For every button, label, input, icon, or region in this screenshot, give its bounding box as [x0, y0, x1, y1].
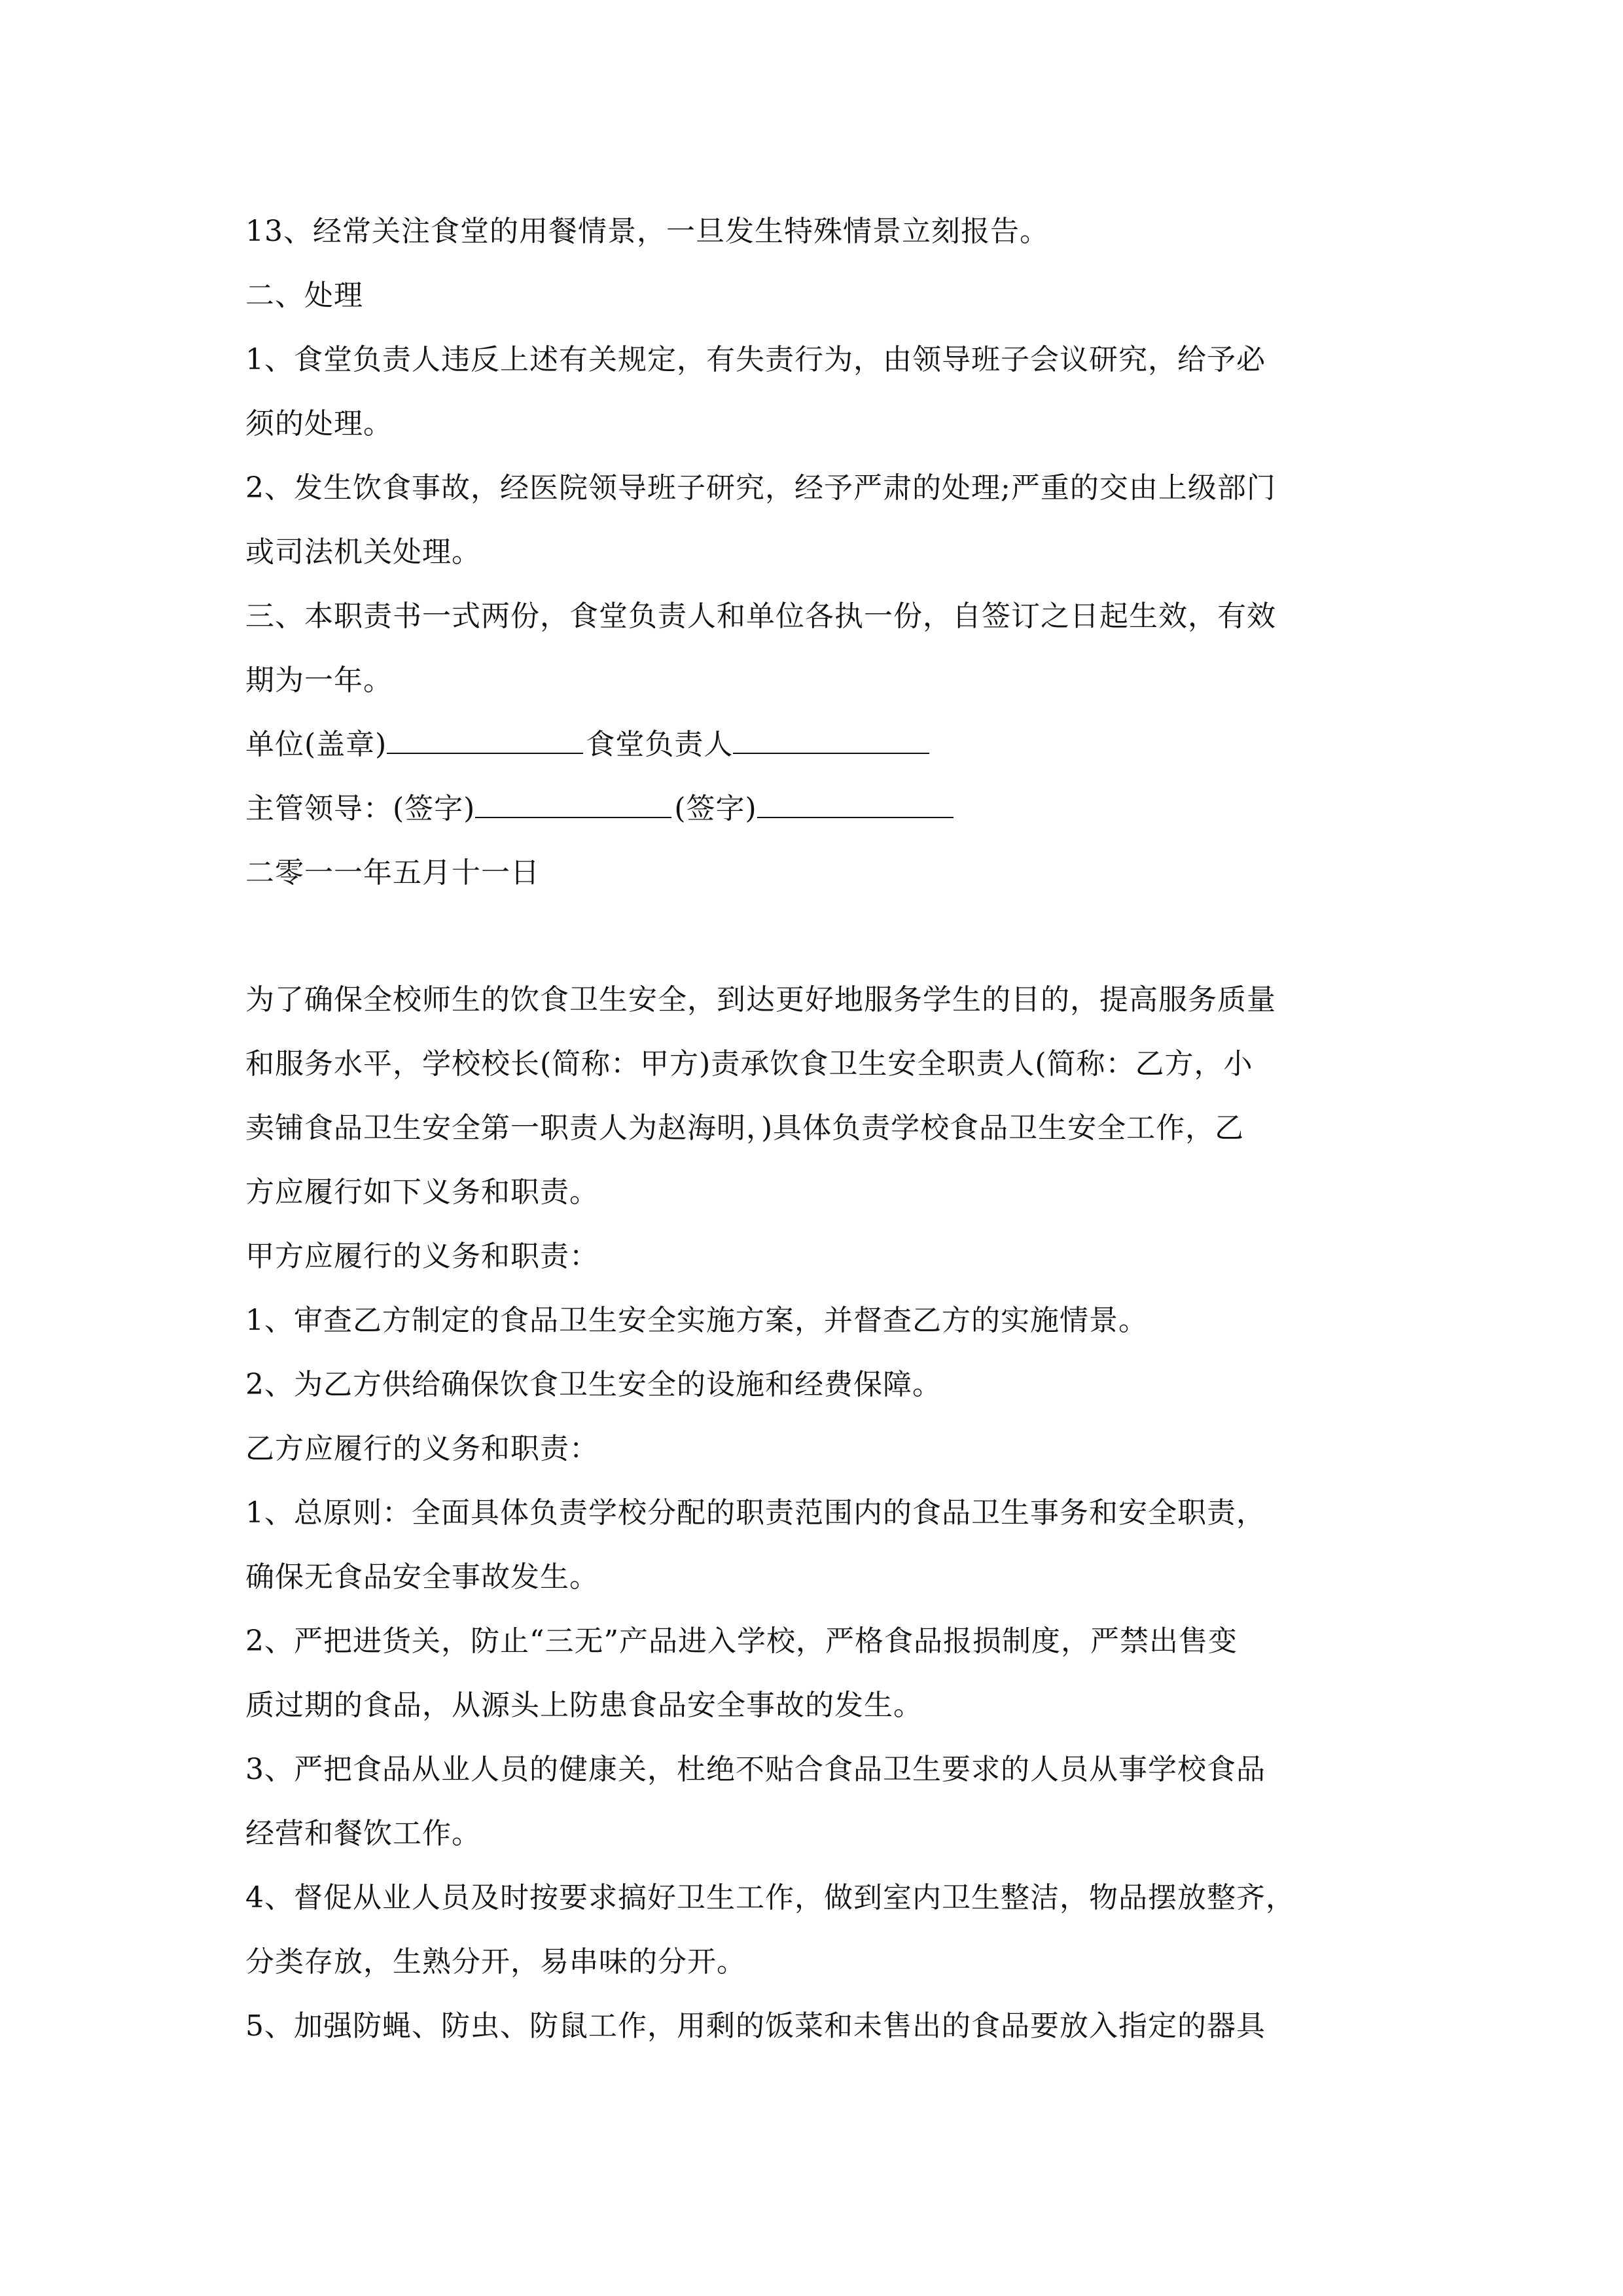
- document-body: [245, 200, 1384, 2058]
- handling-item-1-line-1: 1、食堂负责人违反上述有关规定，有失责行为，由领导班子会议研究，给予必: [245, 343, 1266, 376]
- party-a-item-2: 2、为乙方供给确保饮食卫生安全的设施和经费保障。: [245, 1368, 942, 1401]
- party-b-item-3-line-1: 3、严把食品从业人员的健康关，杜绝不贴合食品卫生要求的人员从事学校食品: [245, 1753, 1266, 1786]
- party-b-item-2-line-1: 2、严把进货关，防止“三无”产品进入学校，严格食品报损制度，严禁出售变: [245, 1624, 1238, 1658]
- party-b-item-5-line-1: 5、加强防蝇、防虫、防鼠工作，用剩的饭菜和未售出的食品要放入指定的器具: [245, 2009, 1266, 2043]
- section-gap: [245, 905, 1384, 968]
- second-sign-label: (签字): [674, 792, 757, 825]
- intro-line-4: 方应履行如下义务和职责。: [245, 1175, 599, 1209]
- signature-row-leader: [245, 777, 1384, 841]
- document-date: 二零一一年五月十一日: [245, 856, 540, 889]
- unit-seal-label: 单位(盖章): [245, 728, 387, 761]
- unit-seal-blank: [387, 717, 583, 754]
- party-a-heading: 甲方应履行的义务和职责：: [245, 1240, 599, 1273]
- party-a-item-1: 1、审查乙方制定的食品卫生安全实施方案，并督查乙方的实施情景。: [245, 1304, 1148, 1337]
- section-three-line-2: 期为一年。: [245, 664, 393, 697]
- canteen-head-blank: [733, 717, 929, 754]
- signature-row-unit: [245, 713, 1384, 777]
- handling-item-2-line-2: 或司法机关处理。: [245, 535, 481, 569]
- intro-line-2: 和服务水平，学校校长(简称：甲方)责承饮食卫生安全职责人(简称：乙方，小: [245, 1047, 1253, 1081]
- leader-sign-blank: [475, 781, 671, 818]
- leader-sign-label: 主管领导：(签字): [245, 792, 476, 825]
- second-sign-blank: [757, 781, 954, 818]
- handling-item-2-line-1: 2、发生饮食事故，经医院领导班子研究，经予严肃的处理;严重的交由上级部门: [245, 471, 1276, 505]
- handling-item-1-line-2: 须的处理。: [245, 407, 393, 440]
- party-b-item-4-line-1: 4、督促从业人员及时按要求搞好卫生工作，做到室内卫生整洁，物品摆放整齐，: [245, 1881, 1295, 1914]
- party-b-item-1-line-1: 1、总原则：全面具体负责学校分配的职责范围内的食品卫生事务和安全职责，: [245, 1496, 1266, 1530]
- intro-line-3: 卖铺食品卫生安全第一职责人为赵海明，)具体负责学校食品卫生安全工作，乙: [245, 1111, 1245, 1145]
- party-b-heading: 乙方应履行的义务和职责：: [245, 1432, 599, 1465]
- section-three-line-1: 三、本职责书一式两份，食堂负责人和单位各执一份，自签订之日起生效，有效: [245, 600, 1276, 633]
- party-b-item-4-line-2: 分类存放，生熟分开，易串味的分开。: [245, 1945, 746, 1979]
- party-b-item-1-line-2: 确保无食品安全事故发生。: [245, 1560, 599, 1594]
- intro-line-1: 为了确保全校师生的饮食卫生安全，到达更好地服务学生的目的，提高服务质量: [245, 983, 1276, 1016]
- item-13: 13、经常关注食堂的用餐情景，一旦发生特殊情景立刻报告。: [245, 215, 1049, 248]
- party-b-item-3-line-2: 经营和餐饮工作。: [245, 1817, 481, 1850]
- party-b-item-2-line-2: 质过期的食品，从源头上防患食品安全事故的发生。: [245, 1689, 923, 1722]
- section-heading-handling: 二、处理: [245, 279, 363, 312]
- canteen-head-label: 食堂负责人: [586, 728, 734, 761]
